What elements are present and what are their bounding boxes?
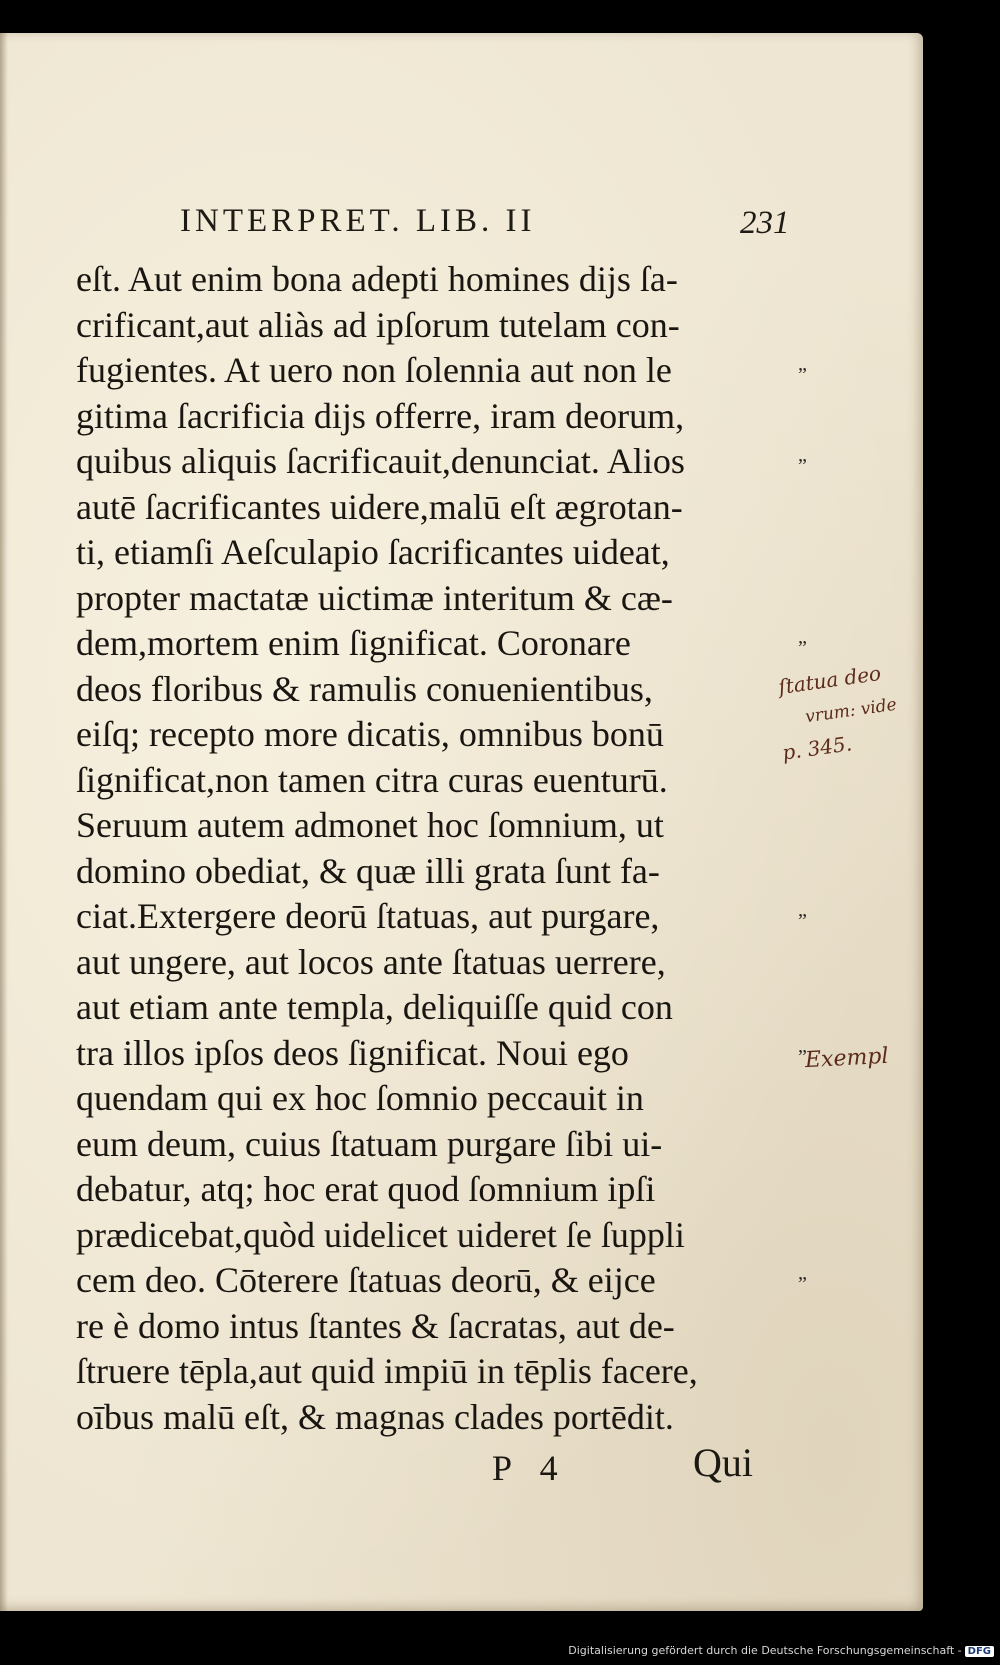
catchword: Qui	[693, 1440, 753, 1485]
credit-text: Digitalisierung gefördert durch die Deutsche Forschungsgemeinschaft -	[568, 1644, 962, 1657]
text-line: debatur, atq; hoc erat quod ſomnium ipſi	[76, 1169, 656, 1209]
text-line: autē ſacrificantes uidere,malū eſt ægrotan-	[76, 486, 683, 527]
text-line: aut etiam ante templa, deliquiſſe quid con	[76, 987, 673, 1027]
text-line: aut ungere, aut locos ante ſtatuas uerrere,	[76, 941, 666, 982]
text-line: re è domo intus ſtantes & ſacratas, aut de-	[76, 1305, 675, 1346]
margin-quote-mark: „	[798, 1262, 807, 1284]
text-line: eiſq; recepto more dicatis, omnibus bonū	[76, 714, 664, 754]
handwritten-annotation: Exempl	[804, 1043, 890, 1074]
text-line: Seruum autem admonet hoc ſomnium, ut	[76, 805, 664, 845]
signature-mark: P 4	[492, 1448, 558, 1488]
margin-quote-mark: „	[798, 444, 807, 466]
dfg-logo: DFG	[965, 1646, 994, 1657]
text-line: ciat.Extergere deorū ſtatuas, aut purgare,	[76, 896, 660, 936]
text-line: gitima ſacrificia dijs offerre, iram deorum,	[76, 395, 685, 436]
text-line: crificant,aut aliàs ad ipſorum tutelam con-	[76, 304, 680, 345]
text-line: ti, etiamſi Aeſculapio ſacrificantes uideat,	[76, 532, 670, 572]
text-line: quibus aliquis ſacrificauit,denunciat. Alios	[76, 441, 685, 481]
margin-quote-mark: „	[798, 1035, 807, 1057]
text-line: prædicebat,quòd uidelicet uideret ſe ſuppli	[76, 1214, 685, 1255]
text-line: ſtruere tēpla,aut quid impiū in tēplis facere,	[76, 1351, 698, 1391]
page-footer	[0, 1439, 923, 1499]
margin-quote-mark: „	[798, 353, 807, 375]
text-line: eum deum, cuius ſtatuam purgare ſibi ui-	[76, 1123, 663, 1164]
text-line: quendam qui ex hoc ſomnio peccauit in	[76, 1078, 644, 1118]
text-line: tra illos ipſos deos ſignificat. Noui ego	[76, 1032, 629, 1073]
text-line: dem,mortem enim ſignificat. Coronare	[76, 623, 631, 663]
text-line: ſignificat,non tamen citra curas euenturū.	[76, 759, 668, 800]
text-line: oībus malū eſt, & magnas clades portēdit.	[76, 1396, 674, 1437]
handwritten-annotation: vrum: vide	[804, 694, 898, 728]
running-head-title: INTERPRET. LIB. II	[180, 203, 536, 239]
running-head	[0, 183, 923, 243]
book-page	[0, 33, 923, 1611]
handwritten-annotation: p. 345.	[780, 731, 854, 765]
text-line: deos floribus & ramulis conuenientibus,	[76, 668, 653, 709]
margin-quote-mark: „	[798, 626, 807, 648]
margin-quote-mark: „	[798, 899, 807, 921]
body-text	[76, 257, 796, 1440]
page-number: 231	[740, 205, 790, 241]
text-line: domino obediat, & quæ illi grata ſunt fa-	[76, 850, 660, 891]
text-line: eſt. Aut enim bona adepti homines dijs ſa-	[76, 259, 678, 299]
handwritten-annotation: ſtatua deo	[776, 660, 883, 700]
text-line: fugientes. At uero non ſolennia aut non le	[76, 350, 672, 390]
digitization-credit	[568, 1644, 994, 1657]
page-spine-shadow	[0, 33, 8, 1611]
text-line: propter mactatæ uictimæ interitum & cæ-	[76, 577, 673, 618]
text-line: cem deo. Cōterere ſtatuas deorū, & eijce	[76, 1260, 656, 1300]
